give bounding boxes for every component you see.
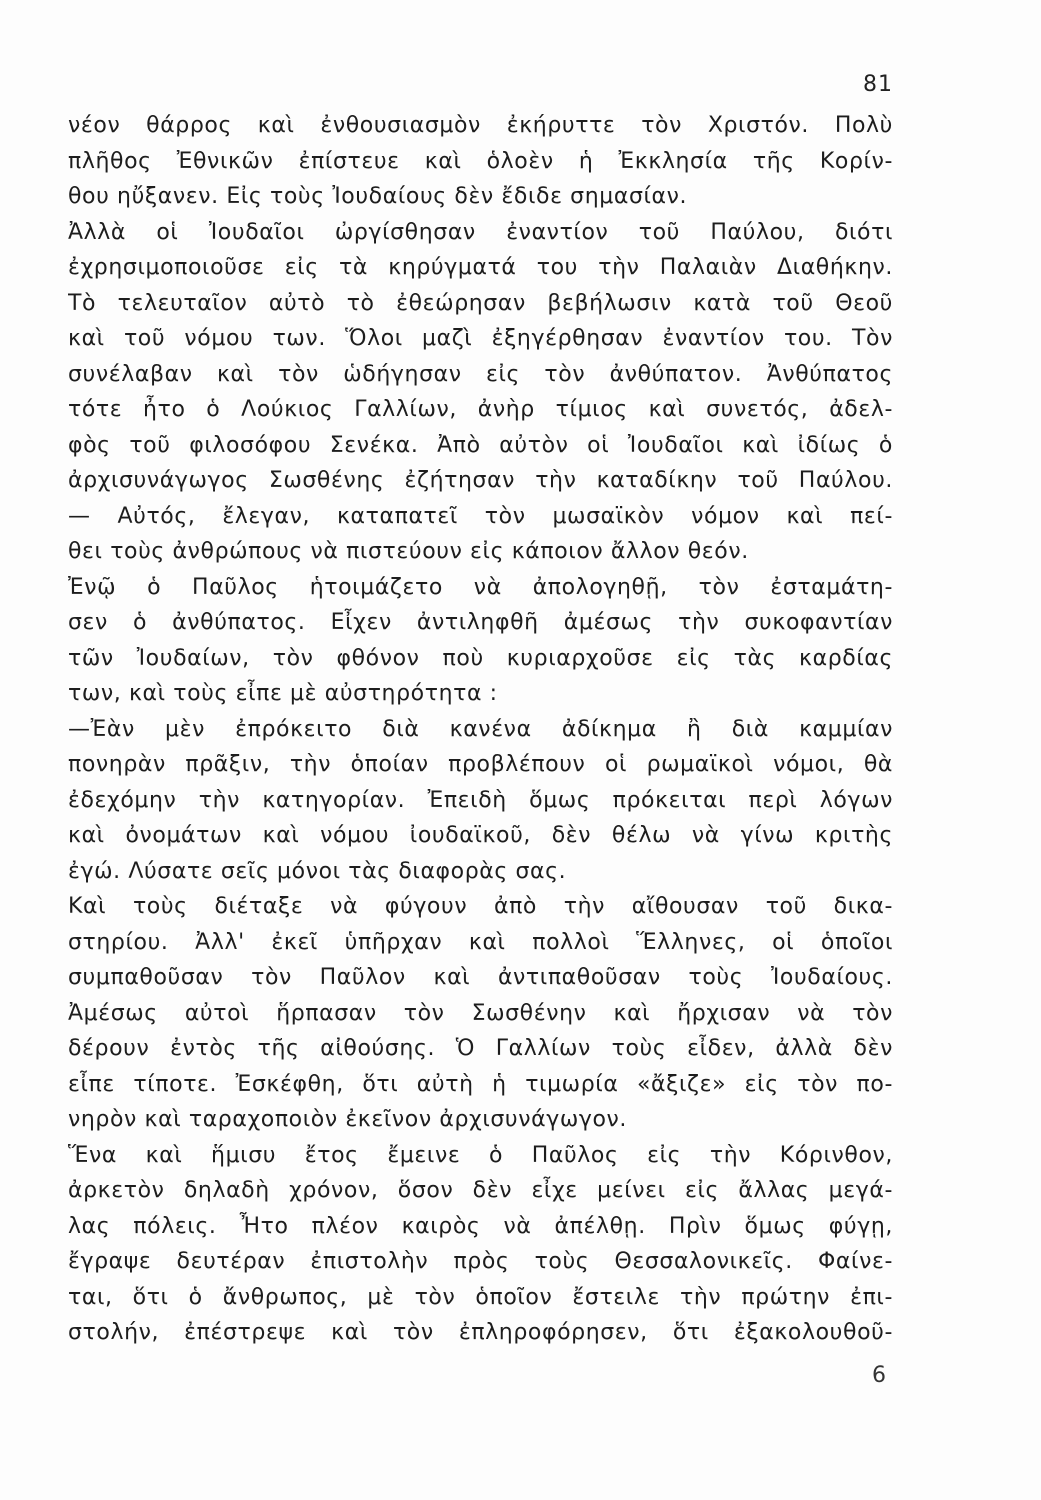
text-line: Ἐνῷ ὁ Παῦλος ἡτοιμάζετο νὰ ἀπολογηθῇ, τὸν ἐσταμάτη- (68, 574, 893, 600)
text-line: ἐδεχόμην τὴν κατηγορίαν. Ἐπειδὴ ὅμως πρόκειται περὶ λόγων (68, 787, 893, 813)
text-line: ται, ὅτι ὁ ἄνθρωπος, μὲ τὸν ὁποῖον ἔστειλε τὴν πρώτην ἐπι- (68, 1284, 893, 1310)
body-text (68, 108, 893, 1351)
page-number: 81 (863, 72, 893, 97)
text-line: ἀρχισυνάγωγος Σωσθένης ἐζήτησαν τὴν καταδίκην τοῦ Παύλου. (68, 468, 893, 493)
text-line: στολήν, ἐπέστρεψε καὶ τὸν ἐπληροφόρησεν, ὅτι ἐξακολουθοῦ- (68, 1320, 893, 1345)
text-line: ἀρκετὸν δηλαδὴ χρόνον, ὅσον δὲν εἶχε μείνει εἰς ἄλλας μεγά- (68, 1178, 893, 1203)
text-line: συμπαθοῦσαν τὸν Παῦλον καὶ ἀντιπαθοῦσαν τοὺς Ἰουδαίους. (68, 965, 893, 990)
text-line: τῶν Ἰουδαίων, τὸν φθόνον ποὺ κυριαρχοῦσε εἰς τὰς καρδίας (68, 645, 893, 671)
text-line: στηρίου. Ἀλλ' ἐκεῖ ὑπῆρχαν καὶ πολλοὶ Ἕλληνες, οἱ ὁποῖοι (68, 929, 893, 955)
text-line: Τὸ τελευταῖον αὐτὸ τὸ ἐθεώρησαν βεβήλωσιν κατὰ τοῦ Θεοῦ (68, 290, 893, 316)
text-line: θει τοὺς ἀνθρώπους νὰ πιστεύουν εἰς κάποιον ἄλλον θεόν. (68, 539, 749, 564)
text-line: θου ηὔξανεν. Εἰς τοὺς Ἰουδαίους δὲν ἔδιδε σημασίαν. (68, 184, 688, 209)
text-line: πονηρὰν πρᾶξιν, τὴν ὁποίαν προβλέπουν οἱ ρωμαϊκοὶ νόμοι, θὰ (68, 752, 893, 777)
text-line: λας πόλεις. Ἦτο πλέον καιρὸς νὰ ἀπέλθῃ. Πρὶν ὅμως φύγῃ, (68, 1213, 893, 1239)
text-line: Ἕνα καὶ ἥμισυ ἔτος ἔμεινε ὁ Παῦλος εἰς τὴν Κόρινθον, (68, 1142, 893, 1168)
text-line: —Ἐὰν μὲν ἐπρόκειτο διὰ κανένα ἀδίκημα ἢ διὰ καμμίαν (68, 716, 893, 742)
text-line: πλῆθος Ἐθνικῶν ἐπίστευε καὶ ὁλοὲν ἡ Ἐκκλησία τῆς Κορίν- (68, 148, 893, 174)
text-line: καὶ ὀνομάτων καὶ νόμου ἰουδαϊκοῦ, δὲν θέλω νὰ γίνω κριτὴς (68, 823, 893, 848)
text-line: των, καὶ τοὺς εἶπε μὲ αὐστηρότητα : (68, 681, 498, 706)
text-line: εἶπε τίποτε. Ἐσκέφθη, ὅτι αὐτὴ ἡ τιμωρία «ἄξιζε» εἰς τὸν πο- (68, 1071, 893, 1097)
text-line: ἔγραψε δευτέραν ἐπιστολὴν πρὸς τοὺς Θεσσαλονικεῖς. Φαίνε- (68, 1249, 893, 1274)
printer-signature-mark: 6 (872, 1363, 886, 1388)
text-line: φὸς τοῦ φιλοσόφου Σενέκα. Ἀπὸ αὐτὸν οἱ Ἰουδαῖοι καὶ ἰδίως ὁ (68, 432, 893, 458)
text-line: — Αὐτός, ἔλεγαν, καταπατεῖ τὸν μωσαϊκὸν νόμον καὶ πεί- (68, 503, 893, 529)
text-line: Ἀμέσως αὐτοὶ ἥρπασαν τὸν Σωσθένην καὶ ἤρχισαν νὰ τὸν (68, 1000, 893, 1026)
text-line: Καὶ τοὺς διέταξε νὰ φύγουν ἀπὸ τὴν αἴθουσαν τοῦ δικα- (68, 894, 893, 919)
text-line: καὶ τοῦ νόμου των. Ὅλοι μαζὶ ἐξηγέρθησαν ἐναντίον του. Τὸν (68, 326, 893, 351)
text-line: δέρουν ἐντὸς τῆς αἰθούσης. Ὁ Γαλλίων τοὺς εἶδεν, ἀλλὰ δὲν (68, 1036, 893, 1061)
text-line: νέον θάρρος καὶ ἐνθουσιασμὸν ἐκήρυττε τὸν Χριστόν. Πολὺ (68, 113, 893, 138)
text-line: συνέλαβαν καὶ τὸν ὡδήγησαν εἰς τὸν ἀνθύπατον. Ἀνθύπατος (68, 361, 893, 387)
text-line: ἐχρησιμοποιοῦσε εἰς τὰ κηρύγματά του τὴν Παλαιὰν Διαθήκην. (68, 255, 893, 280)
text-line: σεν ὁ ἀνθύπατος. Εἶχεν ἀντιληφθῆ ἀμέσως τὴν συκοφαντίαν (68, 610, 893, 635)
text-line: τότε ἦτο ὁ Λούκιος Γαλλίων, ἀνὴρ τίμιος καὶ συνετός, ἀδελ- (68, 397, 893, 422)
text-line: Ἀλλὰ οἱ Ἰουδαῖοι ὠργίσθησαν ἐναντίον τοῦ Παύλου, διότι (68, 219, 893, 245)
text-line: ἐγώ. Λύσατε σεῖς μόνοι τὰς διαφορὰς σας. (68, 858, 567, 884)
text-line: νηρὸν καὶ ταραχοποιὸν ἐκεῖνον ἀρχισυνάγωγον. (68, 1107, 628, 1132)
